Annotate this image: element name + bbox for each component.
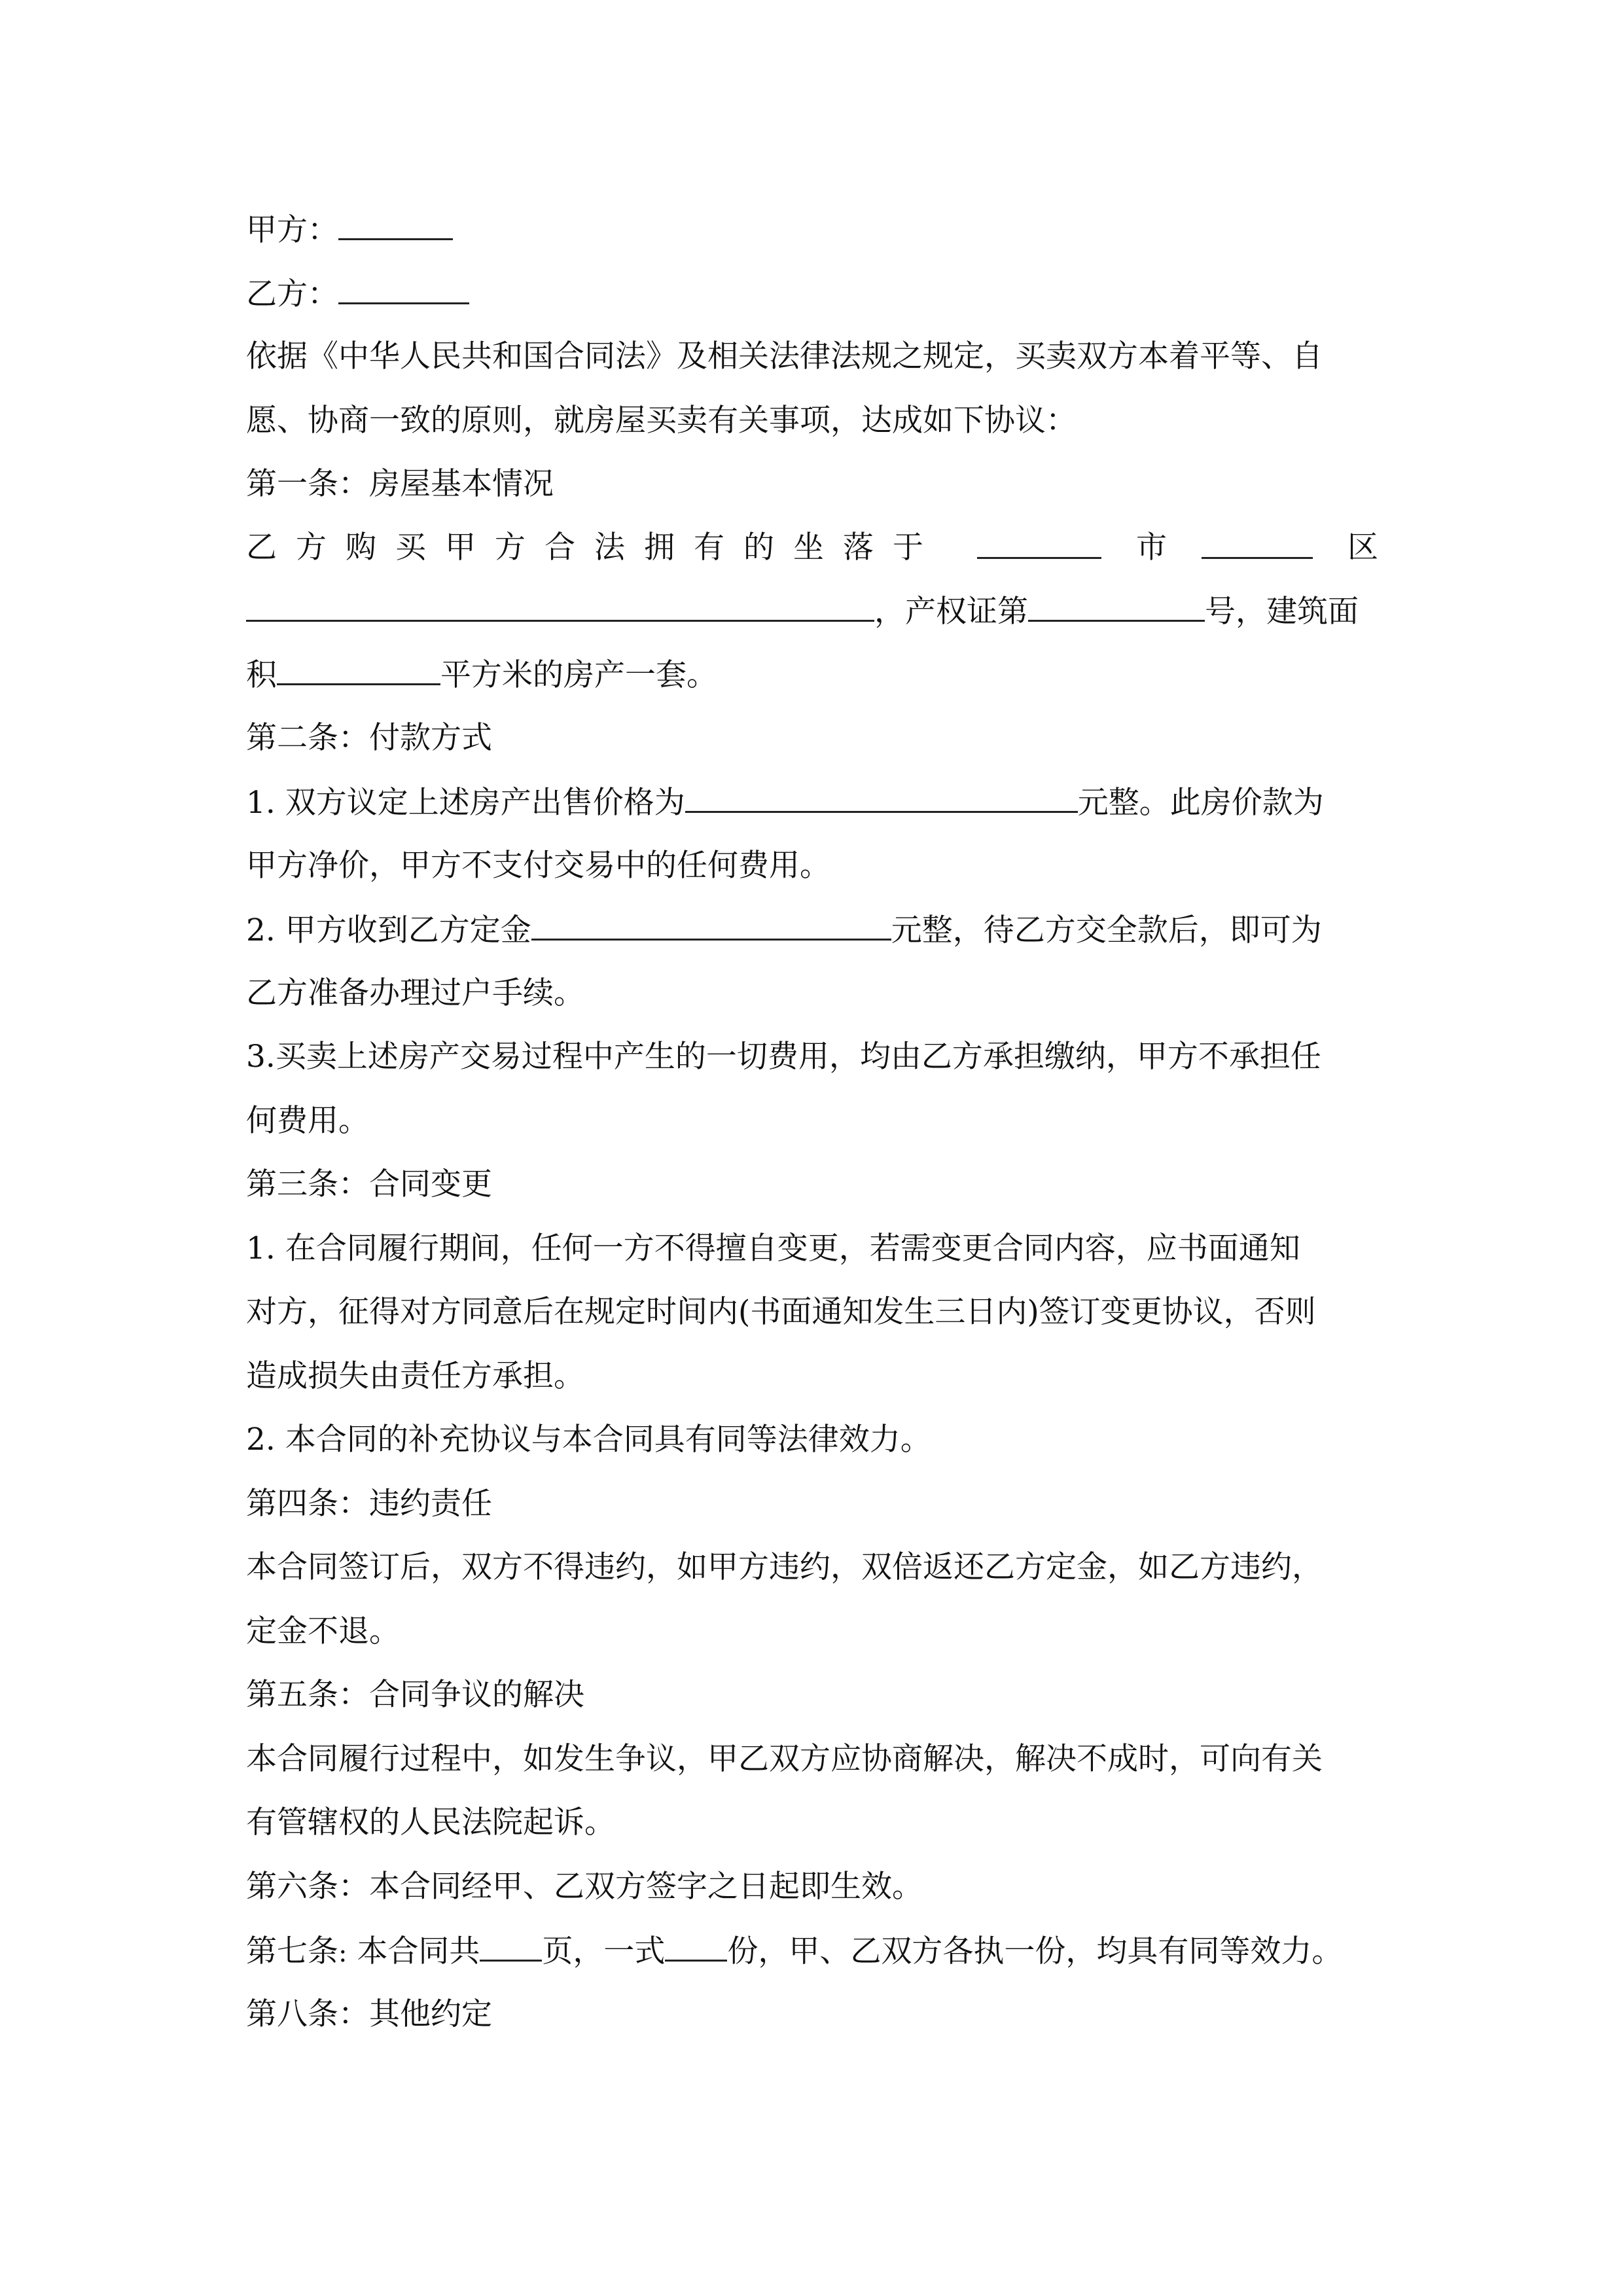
article3-item1-line1: 1. 在合同履行期间，任何一方不得擅自变更，若需变更合同内容，应书面通知 <box>246 1230 1300 1266</box>
article1-heading: 第一条：房屋基本情况 <box>246 466 554 502</box>
cert-label: ，产权证第 <box>874 594 1028 630</box>
article2-item1-line1 <box>246 782 1324 821</box>
party-a-blank[interactable] <box>338 209 453 240</box>
article2-item3-line2: 何费用。 <box>246 1103 369 1139</box>
preamble-line-2: 愿、协商一致的原则，就房屋买卖有关事项，达成如下协议： <box>246 403 1077 439</box>
cert-number-blank[interactable] <box>1028 591 1205 622</box>
article1-line-2 <box>246 591 1359 630</box>
address-blank[interactable] <box>246 591 874 622</box>
district-blank[interactable] <box>1202 528 1313 559</box>
price-end: 元整。此房价款为 <box>1077 785 1324 821</box>
article3-item1-line2: 对方，征得对方同意后在规定时间内(书面通知发生三日内)签订变更协议，否则 <box>246 1294 1316 1330</box>
article4-line1: 本合同签订后，双方不得违约，如甲方违约，双倍返还乙方定金，如乙方违约， <box>246 1549 1323 1585</box>
article3-heading: 第三条：合同变更 <box>246 1166 492 1202</box>
party-b-label: 乙方： <box>246 276 338 312</box>
article8-heading: 第八条：其他约定 <box>246 1996 492 2032</box>
article7-pages-label: 本合同共 <box>357 1933 480 1969</box>
article7-label: 第七条 <box>246 1933 338 1969</box>
article1-line-3 <box>246 655 717 694</box>
article2-item1-line2: 甲方净价，甲方不支付交易中的任何费用。 <box>246 848 830 884</box>
deposit-label: 2. 甲方收到乙方定金 <box>246 912 531 948</box>
article5-line1: 本合同履行过程中，如发生争议，甲乙双方应协商解决，解决不成时，可向有关 <box>246 1741 1323 1777</box>
area-label: 号，建筑面 <box>1205 594 1359 630</box>
article2-heading: 第二条：付款方式 <box>246 720 492 756</box>
city-blank[interactable] <box>977 528 1101 559</box>
price-blank[interactable] <box>685 782 1078 813</box>
deposit-blank[interactable] <box>531 910 891 941</box>
article7-line <box>246 1931 1342 1970</box>
article3-item1-line3: 造成损失由责任方承担。 <box>246 1358 584 1394</box>
article7-colon: : <box>338 1938 348 1968</box>
city-label: 市 <box>1136 529 1167 565</box>
article3-item2: 2. 本合同的补充协议与本合同具有同等法律效力。 <box>246 1422 931 1458</box>
pages-blank[interactable] <box>480 1931 542 1962</box>
party-b-blank[interactable] <box>338 274 469 304</box>
article1-location-text: 乙方购买甲方合法拥有的坐落于 <box>246 529 942 565</box>
party-b-line <box>246 274 469 313</box>
article5-heading: 第五条：合同争议的解决 <box>246 1677 584 1713</box>
article2-item2-line2: 乙方准备办理过户手续。 <box>246 975 584 1011</box>
article4-heading: 第四条：违约责任 <box>246 1486 492 1522</box>
party-a-label: 甲方： <box>246 212 338 248</box>
area-end: 平方米的房产一套。 <box>440 657 717 693</box>
article6-text: 第六条：本合同经甲、乙双方签字之日起即生效。 <box>246 1869 923 1905</box>
copies-blank[interactable] <box>665 1931 727 1962</box>
article7-copies-label: 页，一式 <box>542 1933 666 1969</box>
area-start: 积 <box>246 657 277 693</box>
district-label: 区 <box>1347 529 1378 565</box>
price-label: 1. 双方议定上述房产出售价格为 <box>246 785 685 821</box>
party-a-line <box>246 209 453 249</box>
article1-line-1 <box>246 528 1378 567</box>
area-blank[interactable] <box>277 655 440 685</box>
article2-item3-line1: 3.买卖上述房产交易过程中产生的一切费用，均由乙方承担缴纳，甲方不承担任 <box>246 1039 1321 1075</box>
article7-end: 份，甲、乙双方各执一份，均具有同等效力。 <box>727 1933 1343 1969</box>
article2-item2-line1 <box>246 910 1322 949</box>
deposit-end: 元整，待乙方交全款后，即可为 <box>891 912 1322 948</box>
article4-line2: 定金不退。 <box>246 1613 400 1649</box>
preamble-line-1: 依据《中华人民共和国合同法》及相关法律法规之规定，买卖双方本着平等、自 <box>246 338 1323 374</box>
article5-line2: 有管辖权的人民法院起诉。 <box>246 1804 615 1840</box>
